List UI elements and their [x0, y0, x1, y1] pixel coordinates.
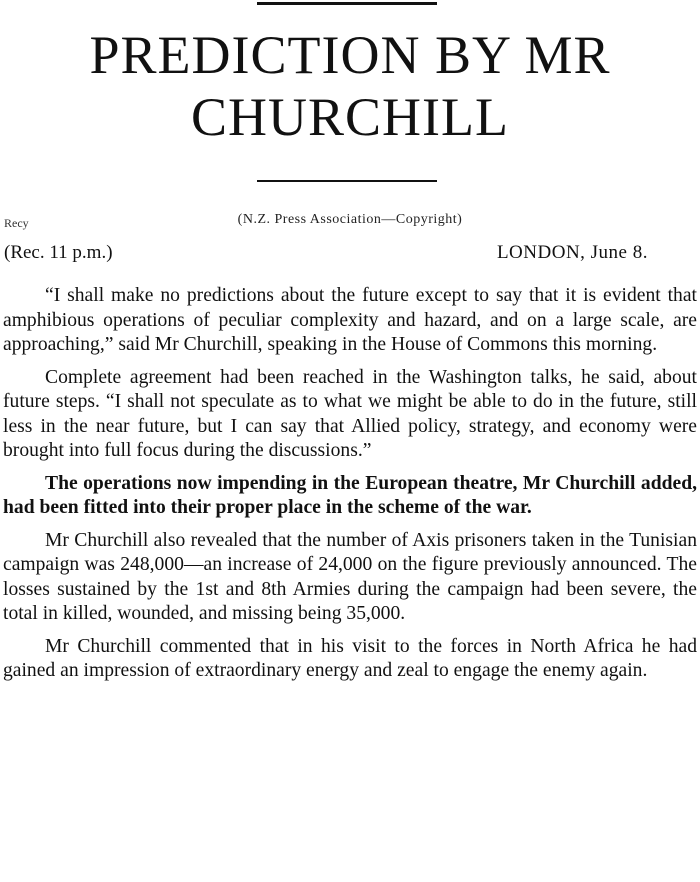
- paragraph-2: Complete agreement had been reached in the Washington talks, he said, about future steps. “I shall not speculate as to what we might be able to do in the future, still less in the near future, but I can say that Allied policy, strategy, and economy were brought into full focus during the discussions.”: [3, 366, 697, 461]
- dateline-place: LONDON, June 8.: [496, 242, 648, 263]
- dateline: [4, 241, 648, 265]
- paragraph-1: “I shall make no predictions about the future except to say that it is evident that amphibious operations of peculiar complexity and hazard, and on a large scale, are approaching,” said Mr Churchill, speaking in the House of Commons this morning.: [3, 285, 697, 355]
- headline: PREDICTION BY MR CHURCHILL: [89, 25, 611, 147]
- article-body: [3, 284, 697, 692]
- credit-line: (N.Z. Press Association—Copyright): [237, 212, 463, 227]
- headline-rule: [257, 180, 437, 182]
- paragraph-5: Mr Churchill commented that in his visit to the forces in North Africa he had gained an impression of extraordinary energy and zeal to engage the enemy again.: [3, 635, 697, 681]
- dateline-time: (Rec. 11 p.m.): [4, 242, 113, 263]
- paragraph-4: Mr Churchill also revealed that the number of Axis prisoners taken in the Tunisian campaign was 248,000—an increase of 24,000 on the figure previously announced. The losses sustained by the 1st and 8th Armies during the campaign had been severe, the total in killed, wounded, and missing being 35,000.: [3, 529, 697, 624]
- margin-mark: Recy: [4, 216, 29, 230]
- paragraph-3: The operations now impending in the European theatre, Mr Churchill added, had been fitted into their proper place in the scheme of the war.: [3, 472, 697, 518]
- top-rule: [257, 2, 437, 5]
